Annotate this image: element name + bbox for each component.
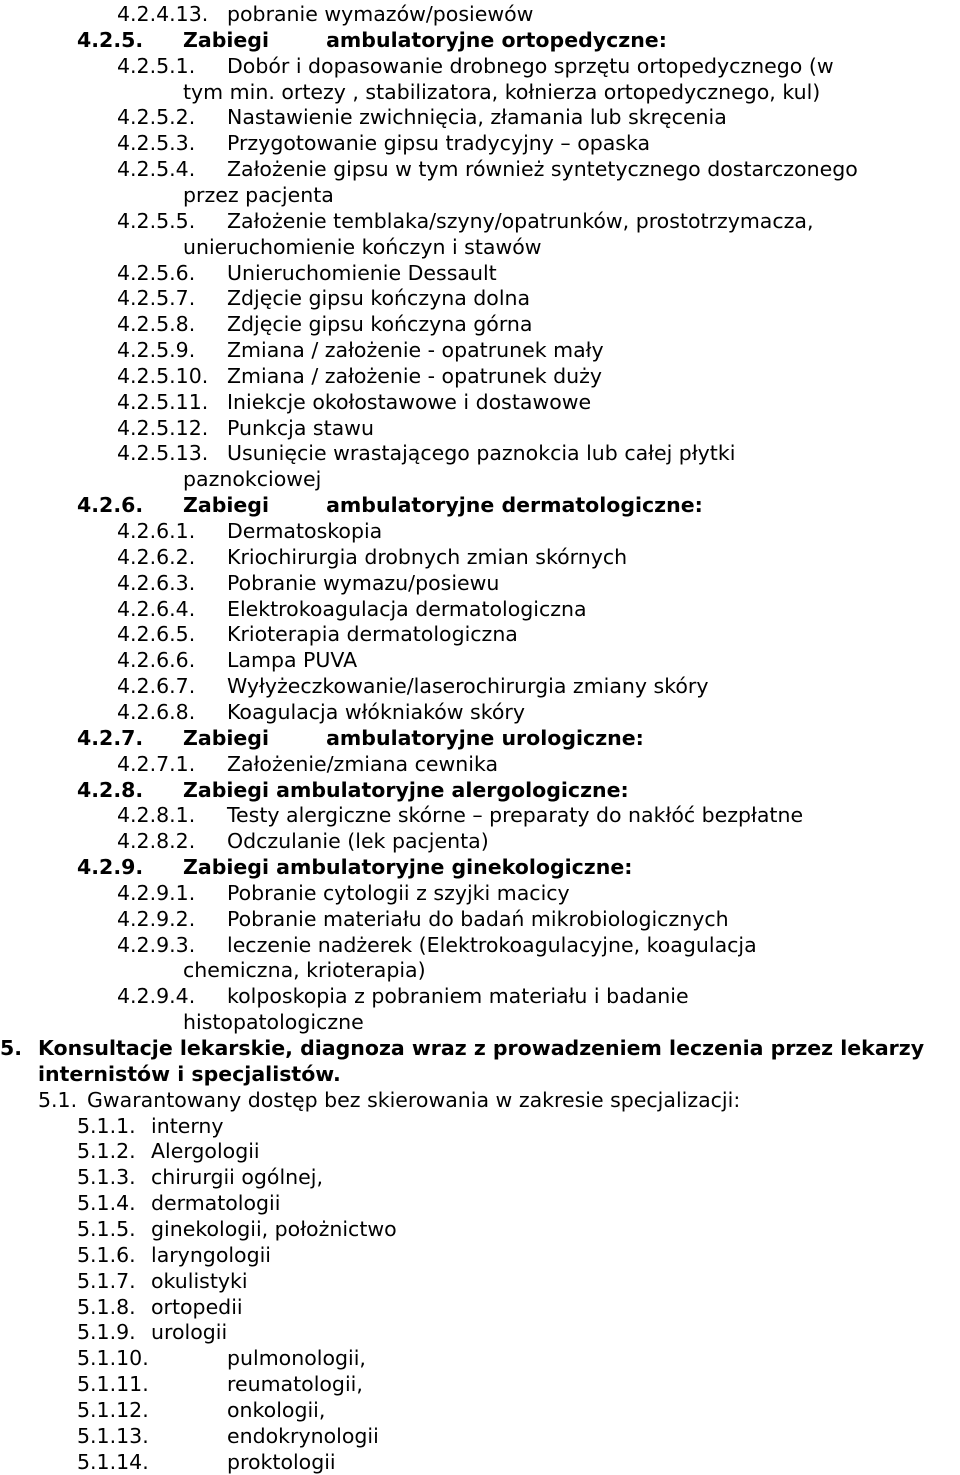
item-number: 4.2.6.4.	[117, 596, 196, 621]
item-text: Zdjęcie gipsu kończyna górna	[227, 312, 533, 337]
item-number: 5.1.2.	[77, 1139, 136, 1164]
item-text: Pobranie wymazu/posiewu	[227, 570, 500, 595]
item-number: 4.2.5.1.	[117, 53, 196, 78]
item-number: 5.1.5.	[77, 1216, 136, 1241]
item-text: endokrynologii	[227, 1423, 379, 1448]
item-number: 4.2.6.6.	[117, 648, 196, 673]
item-number: 4.2.4.13.	[117, 2, 209, 26]
item-text: Założenie temblaka/szyny/opatrunków, prostotrzymacza,	[227, 208, 814, 233]
item-number: 5.1.3.	[77, 1165, 136, 1190]
item-text: Nastawienie zwichnięcia, złamania lub skręcenia	[227, 105, 727, 130]
item-number: 4.2.9.	[77, 855, 144, 880]
item-text: ginekologii, położnictwo	[151, 1216, 397, 1241]
item-text: paznokciowej	[183, 467, 322, 492]
item-text: Wyłyżeczkowanie/laserochirurgia zmiany skóry	[227, 674, 709, 699]
item-number: 5.1.12.	[77, 1397, 149, 1422]
item-number: 4.2.5.7.	[117, 286, 196, 311]
item-text: Odczulanie (lek pacjenta)	[227, 829, 489, 854]
item-text: Pobranie materiału do badań mikrobiologicznych	[227, 906, 729, 931]
item-text: Zabiegi ambulatoryjne dermatologiczne:	[183, 493, 703, 518]
item-text: Dermatoskopia	[227, 519, 383, 543]
item-number: 4.2.6.8.	[117, 699, 196, 724]
item-text: Unieruchomienie Dessault	[227, 260, 497, 285]
item-number: 4.2.7.1.	[117, 751, 196, 776]
item-text: Gwarantowany dostęp bez skierowania w zakresie specjalizacji:	[87, 1087, 741, 1112]
item-text: reumatologii,	[227, 1372, 363, 1397]
item-text: Krioterapia dermatologiczna	[227, 622, 518, 647]
item-text: unieruchomienie kończyn i stawów	[183, 234, 542, 259]
item-text: internistów i specjalistów.	[38, 1061, 341, 1086]
item-number: 4.2.9.3.	[117, 932, 196, 957]
item-number: 4.2.7.	[77, 725, 144, 750]
item-text: laryngologii	[151, 1242, 272, 1267]
item-number: 5.1.11.	[77, 1372, 149, 1397]
item-text: pobranie wymazów/posiewów	[227, 2, 534, 26]
item-text: interny	[151, 1113, 224, 1138]
item-number: 4.2.5.10.	[117, 363, 209, 388]
item-number: 4.2.9.2.	[117, 906, 196, 931]
item-text: przez pacjenta	[183, 182, 334, 207]
item-text: Zdjęcie gipsu kończyna dolna	[227, 286, 531, 311]
item-text: Dobór i dopasowanie drobnego sprzętu ortopedycznego (w	[227, 53, 834, 78]
item-text: Zabiegi ambulatoryjne urologiczne:	[183, 725, 644, 750]
item-number: 4.2.8.	[77, 777, 144, 802]
item-number: 4.2.6.7.	[117, 674, 196, 699]
item-number: 4.2.6.3.	[117, 570, 196, 595]
item-number: 5.1.13.	[77, 1423, 149, 1448]
item-number: 5.1.9.	[77, 1320, 136, 1345]
item-number: 5.1.	[38, 1087, 78, 1112]
item-number: 5.1.8.	[77, 1294, 136, 1319]
item-text: Pobranie cytologii z szyjki macicy	[227, 880, 570, 905]
item-number: 4.2.5.8.	[117, 312, 196, 337]
item-text: tym min. ortezy , stabilizatora, kołnierza ortopedycznego, kul)	[183, 79, 821, 104]
item-number: 4.2.8.1.	[117, 803, 196, 828]
item-text: Zabiegi ambulatoryjne alergologiczne:	[183, 777, 629, 802]
item-text: chirurgii ogólnej,	[151, 1165, 323, 1190]
item-text: chemiczna, krioterapia)	[183, 958, 426, 983]
item-number: 4.2.6.	[77, 493, 144, 518]
item-number: 4.2.8.2.	[117, 829, 196, 854]
item-text: dermatologii	[151, 1191, 281, 1216]
item-number: 4.2.5.5.	[117, 208, 196, 233]
item-text: ortopedii	[151, 1294, 243, 1319]
item-text: Lampa PUVA	[227, 648, 358, 673]
item-text: Usunięcie wrastającego paznokcia lub całej płytki	[227, 441, 736, 466]
item-number: 4.2.6.5.	[117, 622, 196, 647]
item-text: Założenie gipsu w tym również syntetycznego dostarczonego	[227, 157, 858, 182]
item-text: Alergologii	[151, 1139, 260, 1164]
item-number: 4.2.5.3.	[117, 131, 196, 156]
item-number: 5.1.14.	[77, 1449, 149, 1474]
item-text: Iniekcje okołostawowe i dostawowe	[227, 389, 592, 414]
item-text: Zabiegi ambulatoryjne ginekologiczne:	[183, 855, 633, 880]
item-text: urologii	[151, 1320, 228, 1345]
item-number: 5.1.7.	[77, 1268, 136, 1293]
item-number: 4.2.5.12.	[117, 415, 209, 440]
item-number: 4.2.9.1.	[117, 880, 196, 905]
item-text: onkologii,	[227, 1397, 326, 1422]
item-text: Zmiana / założenie - opatrunek duży	[227, 363, 603, 388]
item-text: Założenie/zmiana cewnika	[227, 751, 499, 776]
item-text: Kriochirurgia drobnych zmian skórnych	[227, 544, 628, 569]
item-text: Zmiana / założenie - opatrunek mały	[227, 338, 604, 363]
item-text: Zabiegi ambulatoryjne ortopedyczne:	[183, 27, 667, 52]
item-text: Testy alergiczne skórne – preparaty do nakłóć bezpłatne	[227, 803, 804, 828]
item-text: Koagulacja włókniaków skóry	[227, 699, 525, 724]
item-number: 4.2.5.11.	[117, 389, 209, 414]
item-number: 5.1.6.	[77, 1242, 136, 1267]
item-number: 5.1.10.	[77, 1346, 149, 1371]
item-number: 4.2.5.4.	[117, 157, 196, 182]
item-text: leczenie nadżerek (Elektrokoagulacyjne, koagulacja	[227, 932, 757, 957]
item-number: 4.2.5.6.	[117, 260, 196, 285]
item-text: kolposkopia z pobraniem materiału i badanie	[227, 984, 689, 1009]
item-number: 4.2.9.4.	[117, 984, 196, 1009]
item-text: Konsultacje lekarskie, diagnoza wraz z prowadzeniem leczenia przez lekarzy	[38, 1036, 925, 1060]
item-number: 4.2.5.2.	[117, 105, 196, 130]
item-number: 5.1.1.	[77, 1113, 136, 1138]
item-text: Elektrokoagulacja dermatologiczna	[227, 596, 587, 621]
item-number: 4.2.5.13.	[117, 441, 209, 466]
item-number: 5.	[0, 1036, 23, 1060]
item-text: pulmonologii,	[227, 1346, 366, 1371]
item-text: Punkcja stawu	[227, 415, 374, 440]
item-text: proktologii	[227, 1449, 336, 1474]
item-text: okulistyki	[151, 1268, 248, 1293]
item-number: 4.2.6.1.	[117, 519, 196, 543]
item-number: 4.2.6.2.	[117, 544, 196, 569]
item-text: histopatologiczne	[183, 1010, 364, 1035]
item-number: 5.1.4.	[77, 1191, 136, 1216]
item-text: Przygotowanie gipsu tradycyjny – opaska	[227, 131, 651, 156]
item-number: 4.2.5.	[77, 27, 144, 52]
item-number: 4.2.5.9.	[117, 338, 196, 363]
